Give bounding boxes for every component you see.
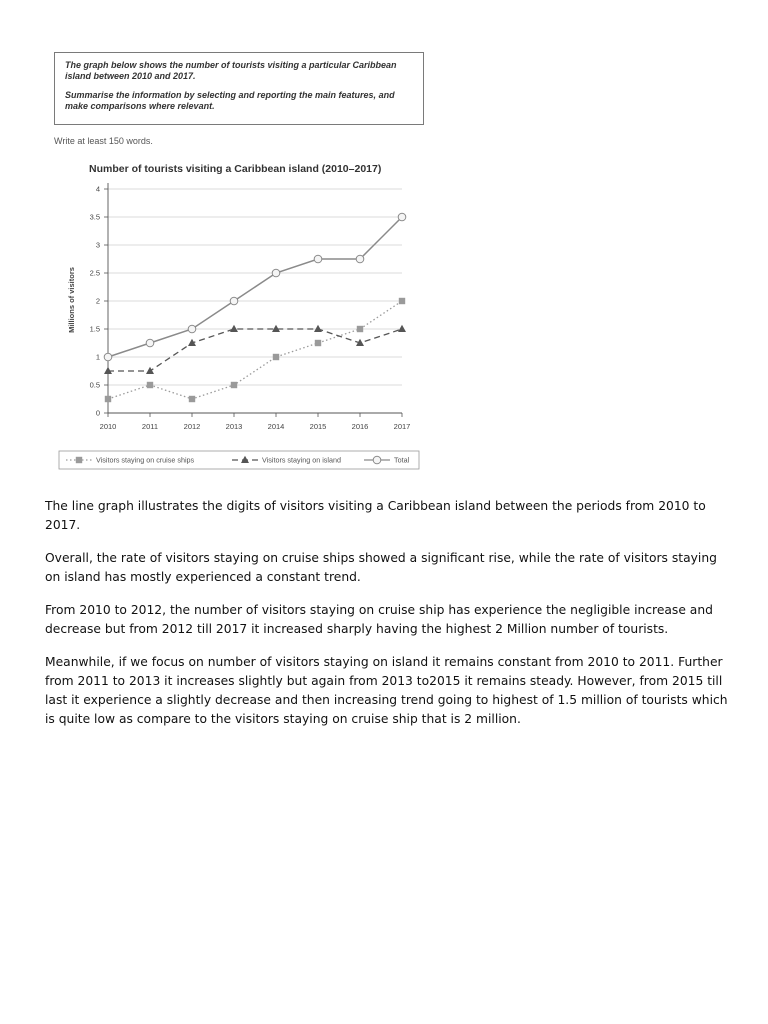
task-instructions: Summarise the information by selecting and reporting the main features, and make comparisons where relevant.	[65, 90, 395, 111]
data-point	[189, 396, 195, 402]
legend-marker	[373, 456, 381, 464]
y-tick-labels	[90, 185, 100, 418]
data-point	[314, 325, 322, 332]
y-tick-label: 4	[95, 184, 100, 194]
essay-paragraph-1: The line graph illustrates the digits of visitors visiting a Caribbean island between the periods from 2010 to 2017.	[45, 499, 706, 532]
data-point	[188, 325, 196, 333]
data-point	[230, 325, 238, 332]
task-description: The graph below shows the number of tourists visiting a particular Caribbean island between 2010 and 2017.	[65, 60, 397, 81]
x-tick-label: 2010	[99, 422, 117, 431]
legend-label: Visitors staying on island	[262, 455, 341, 465]
x-tick-label: 2014	[267, 422, 285, 431]
data-point	[399, 298, 405, 304]
y-tick-label: 0	[95, 408, 100, 418]
series-line	[108, 217, 402, 357]
chart-series	[104, 213, 406, 402]
x-tick-label: 2011	[141, 422, 159, 431]
line-chart	[54, 155, 424, 475]
x-tick-label: 2012	[183, 422, 201, 431]
data-point	[230, 297, 238, 305]
series-0	[105, 298, 405, 402]
data-point	[273, 354, 279, 360]
data-point	[398, 213, 406, 221]
y-tick-label: 1.5	[89, 324, 100, 334]
data-point	[231, 382, 237, 388]
data-point	[315, 340, 321, 346]
chart-legend	[59, 451, 419, 469]
essay-paragraph-3: From 2010 to 2012, the number of visitors staying on cruise ship has experience the negligible increase and decrease but from 2012 till 2017 it increased sharply having the highest 2 Million number of tourists.	[45, 603, 713, 636]
data-point	[314, 255, 322, 263]
data-point	[356, 255, 364, 263]
y-tick-label: 1	[95, 352, 100, 362]
essay-paragraph-2: Overall, the rate of visitors staying on cruise ships showed a significant rise, while the rate of visitors staying on island has mostly experienced a constant trend.	[45, 551, 717, 584]
x-tick-labels	[100, 422, 411, 431]
y-tick-label: 0.5	[89, 380, 100, 390]
legend-marker	[76, 457, 82, 463]
y-tick-label: 3.5	[89, 212, 100, 222]
data-point	[146, 367, 154, 374]
y-axis-label: Millions of visitors	[67, 267, 76, 333]
chart-title: Number of tourists visiting a Caribbean island (2010–2017)	[89, 163, 382, 175]
data-point	[105, 396, 111, 402]
y-tick-label: 2.5	[89, 268, 100, 278]
essay-paragraph-4: Meanwhile, if we focus on number of visitors staying on island it remains constant from 2010 to 2011. Further from 2011 to 2013 it increases slightly but again from 2013 to2015 it remains steady. However, from 2015 till last it experience a slightly decrease and then increasing trend going to highest of 1.5 million of tourists which is quite low as compare to the visitors staying on cruise ship that is 2 million.	[45, 655, 728, 726]
word-count-instruction: Write at least 150 words.	[54, 136, 153, 146]
legend-label: Total	[394, 455, 410, 465]
series-2	[104, 213, 406, 361]
y-tick-label: 2	[95, 296, 100, 306]
data-point	[146, 339, 154, 347]
x-tick-label: 2017	[393, 422, 411, 431]
data-point	[357, 326, 363, 332]
data-point	[398, 325, 406, 332]
task-prompt-box	[54, 52, 424, 125]
essay-text	[45, 497, 731, 743]
x-tick-label: 2013	[225, 422, 243, 431]
data-point	[104, 353, 112, 361]
y-tick-label: 3	[95, 240, 100, 250]
x-tick-label: 2016	[351, 422, 369, 431]
data-point	[272, 269, 280, 277]
x-tick-label: 2015	[309, 422, 327, 431]
data-point	[147, 382, 153, 388]
legend-label: Visitors staying on cruise ships	[96, 455, 195, 465]
series-line	[108, 329, 402, 371]
